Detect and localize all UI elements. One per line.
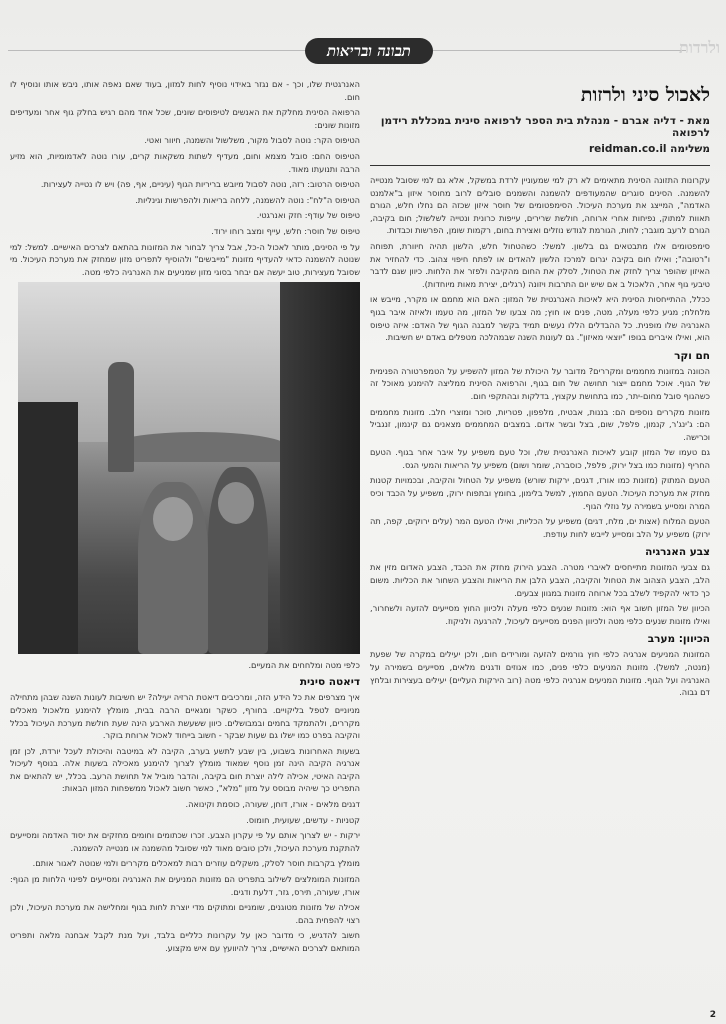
- article-byline: מאת - דליה אברם - מנהלת בית הספר לרפואה סינית במכללת רידמן לרפואה: [380, 115, 710, 139]
- website-link[interactable]: reidman.co.il: [588, 143, 667, 155]
- body-paragraph: חשוב להדגיש, כי מדובר כאן על עקרונות כלליים בלבד, ועל מנת לקבל אבחנה מלאה ותפריט המותאם לצרכים האישיים, צריך להיוועץ עם איש מקצוע.: [10, 930, 360, 953]
- body-paragraph: הטיפוס החם: סובל מצמא וחום, מעדיף לשתות משקאות קרים, עורו נוטה לאדמומיות, הוא מזיע הרבה ותנועתו מאוד.: [10, 150, 360, 174]
- body-paragraph: טיפוס של חוסר: חלש, עייף ומצב רוחו ירוד.: [211, 225, 360, 236]
- left-column: [10, 78, 360, 1018]
- body-paragraph: הטיפוס הקר: נוטה לסבול מקור, משלשול והשמנה, חיוור ואטי.: [144, 135, 360, 146]
- body-paragraph: הטעם המתוק (מזונות כמו אורז, דגנים, ירקות שורש) משפיע על הטחול והקיבה, ובכמויות קטנות מחזק את מערכת העיכול. הטעם החמוץ, למשל בלימון, בחומץ ובתפוח ירוק, משפיע על הכבד וכיס המרה ומסייע בשמירה על נוזלי הגוף.: [370, 475, 710, 511]
- body-paragraph: הטיפוס הרטוב: רזה, נוטה לסבול מיובש בריריות הגוף (עיניים, אף, פה) ויש לו נטייה לעצירות.: [40, 179, 360, 190]
- section-heading-direction: הכיוון: מערב: [647, 633, 710, 646]
- article-title: לאכול סיני ולרזות: [580, 84, 710, 106]
- body-paragraph: הרפואה הסינית מחלקת את האנשים לטיפוסים שונים, שכל אחד מהם רגיש בחלק גוף אחר ומעדיפים מזונות שונים:: [10, 107, 360, 130]
- body-paragraph: הכיוון של המזון חשוב אף הוא: מזונות שנעים כלפי מעלה ולכיוון החוץ מסייעים להזעה ולשחרור, ואילו מזונות שנעים כלפי מטה ולכיוון הפנים מסייעים לעיכול, להרגעה ולניקוז.: [370, 603, 710, 626]
- body-paragraph: המזונות המניעים אנרגיה כלפי חוץ גורמים להזעה ומורידים חום, ולכן יעילים במקרה של שפעת (מנטה, למשל). מזונות המניעים כלפי פנים, כמו אגוזים ודגנים מלאים, מסייעים בשמירה על האנרגיה ועל הגוף. מזונות המניעים אנרגיה כלפי מטה (רוב הירקות העליים) יעילים בעצירות ובלחץ דם גבוה.: [370, 649, 710, 698]
- right-column: [370, 78, 710, 1018]
- section-heading-diet: דיאטה סינית: [299, 676, 360, 689]
- author-contact: [370, 143, 710, 155]
- body-paragraph: עקרונות התזונה הסינית מתאימים לא רק למי שמעוניין לרדת במשקל, אלא גם למי שסובל מנטייה להשמנה. הסינים סוגרים שהמעודפים להשמנה והשמנים סובלים לרוב מחוסר איזון ב"אלמנט האדמה", המייצג את מערכת העיכול. הסימפטומים של חוסר איזון שכזה הם נחלו חלש, הגורם תאוות למתוק, נפיחות אחרי ארוחה, חולשת שרירים, עייפות כרונית ונטייה לשלשול; חום בקיבה, הגורם לרעב מוגבר; לחות, הגורמת לגודש נוזלים ואצירת בחום, רקמות שומן, הפרשות וכבדות.: [370, 175, 710, 236]
- body-paragraph: קטניות - עדשים, שעועית, חומוס.: [246, 814, 360, 825]
- body-paragraph: ירקות - יש לצרוך אותם על פי עקרון הצבע. זכרו שכתומים וחומים מחזקים את יסוד האדמה ומסייעים להתקנת מערכת העיכול, ולכן טובים מאוד למי שסובל מהשמנה או מנטייה להשמנה.: [10, 830, 360, 853]
- body-paragraph: מומלץ בקרבות חוסר לסלק, משקלים עוזרים רבות למאכלים מקררים ולמי שנוטה לאגור אותם.: [32, 858, 360, 869]
- body-paragraph: הטעם המלוח (אצות ים, מלח, דגים) משפיע על הכליות, ואילו הטעם המר (עלים ירוקים, קפה, תה ירוק) משפיע על הלב ומסייע לייבש לחות עודפת.: [370, 516, 710, 539]
- body-paragraph: בשעות האחרונות בשבוע, בין שבע לתשע בערב, הקיבה לא במיטבה והיכולת לעכל יורדת, לכן זמן אנרגיה הקיבה הינה זמן נוסף שמאוד מומלץ לצרוך להימנע מאכילה בשעות אלה. בנוסף לעיכול הקיבה האיטי, אכילה לילה יוצרת חום בקיבה, והדבר מוביל אל תחושת הרעב. בכלל, יש להתאים את התפריט כך שיהיה מבוסס על מזון "מלא", כאשר חשוב לאכול ממשפחות המזון הבאות:: [10, 745, 360, 794]
- body-paragraph: הכוונה במזונות מחממים ומקררים? מדובר על היכולת של המזון להשפיע על הטמפרטורה הפנימית של הגוף. אוכל מחמם ייצור תחושה של חום בגוף, והרפואה הסינית ממליצה להימנע מאוכל זה כשהגוף סובל מחום-יתר, כמו בתחושת עקצוץ, בדלקות ובהתקפי חום.: [370, 365, 710, 401]
- body-paragraph: המזונות המומלצים לשילוב בתפריט הם מזונות המניעים את האנרגיה ומסייעים לפינוי הלחות מן הגוף: אורז, שעורה, תירס, גזר, דלעת ודגים.: [10, 874, 360, 897]
- facing-page-title-fragment: ולרדות: [679, 38, 720, 57]
- body-paragraph: דגנים מלאים - אורז, דוחן, שעורה, כוסמת וקינואה.: [185, 799, 360, 810]
- body-paragraph: ככלל, ההתייחסות הסינית היא לאיכות האנרגטית של המזון: האם הוא מחמם או מקרר, מייבש או מלחלח; מגיע כלפי מעלה, מטה, פנים או חוץ; מה צבעו של המזון, מה טעמו ולאיזה איבר בגוף האנרגיה שלו מופנית. כל ההבדלים הללו נעשים תמיד בקשר למבנה הגוף של האדם: איזה טיפוס הוא, ואילו איברים בגופו "יוצאי מאיזון". גם לעונות השנה שבמהלכה מטפלים באדם יש חשיבות.: [370, 294, 710, 343]
- section-header: [0, 38, 726, 64]
- section-badge: תבונה ובריאות: [305, 38, 433, 64]
- section-heading-color: צבע האנרגיה: [645, 546, 710, 559]
- body-paragraph: סימפטומים אלו מתבטאים גם בלשון. למשל: כשהטחול חלש, הלשון תהיה חיוורת, תפוחה ו"רטובה"; ואילו חום בקיבה יגרום למרכז הלשון להאדים או לפתח חיפוי צהוב. כדי להחזיר את האיזון שהופר צריך לחזק את הטחול, לסלק את החום מהקיבה ולפזר את הלחות. כיוון שגם לדבר טיבעי גוף אחר, הלאכול ב אם שיש יום התרבות ויזונה (רגלים, יצירת מאות מיוחדות).: [370, 240, 710, 289]
- body-paragraph: האנרגטית שלו, וכך - אם נגזר באידוי נוסיף לחות למזון, בעוד שאם נאפה אותו, ניבש אותו ונוסיף לו חום.: [10, 79, 360, 102]
- body-paragraph: גם טעמו של המזון קובע לאיכות האנרגטית שלו, וכל טעם משפיע על איבר אחר בגוף. הטעם החריף (מזונות כמו בצל ירוק, פלפל, כוסברה, שומר ושום) משפיע על הריאות והמעי הגס.: [370, 447, 710, 470]
- body-paragraph: הטיפוס ה"לח": נוטה להשמנה, ללחה בריאות ולהפרשות וגינליות.: [135, 194, 360, 205]
- article-photo: [18, 282, 360, 654]
- body-paragraph: גם צבעי המזונות מתייחסים לאיברי מטרה. הצבע הירוק מחזק את הכבד, הצבע האדום מזין את הלב, הצבע הצהוב את הטחול והקיבה, הצבע הלבן את הריאות והצבע השחור את הכליות. משום כך כדאי להקפיד לשלב בכל ארוחה מזונות במגוון צבעים.: [370, 562, 710, 598]
- body-paragraph: אכילה של מזונות מטוגנים, שומניים ומתוקים מדי יוצרת לחות בגוף ומחלישה את מערכת העיכול, ולכן רצוי להפחית בהם.: [10, 902, 360, 925]
- section-heading-hot-cold: חם וקר: [674, 349, 710, 362]
- body-paragraph: טיפוס של עודף: חזק ואנרגטי.: [256, 210, 360, 221]
- byline-divider: [370, 165, 710, 166]
- photo-caption: כלפי מטה ומלחחים את המעיים.: [248, 660, 360, 671]
- body-paragraph: איך מצרפים את כל הידע הזה, ומרכיבים דיאטת הרזיה יעילה? יש חשיבות לעונות השנה שבהן מתחילה מניוניים לטפל בליקויים. בחורף, כשקר ומגאיים הרבה בבית, מומלץ להימנע מלאכול מאכלים מקררים, ולהתמקד בחמים ובמבושלים. כיוון ששעשת הארבע הינה שעת חולשת מערכת העיכול בכלל והקיבה בפרט כמו ישלו גם שעות שבקר - חשוב בייחוד לאכול ארוחת בוקר.: [10, 692, 360, 741]
- body-paragraph: מזונות מקררים נוספים הם: בננות, אבטיח, מלפפון, פטריות, סוכר ומוצרי חלב. מזונות מחממים הם: ג'ינג'ר, קנמון, פלפל, שום, בצל ובשר אדום. במצבים המחממים מצאנים גם קינמון, זנגביל וכרישה.: [370, 406, 710, 442]
- page-number: 2: [709, 1010, 716, 1020]
- email-prefix: משלימה: [670, 143, 710, 155]
- body-paragraph: על פי הסינים, מותר לאכול ה-כל, אבל צריך לבחור את המזונות בהתאם לצרכים האישיים. למשל: למי שנוטה להשמנה כדאי להעדיף מזונות "מייבשים" ולהוסיף לתפריט מזון שמחזק את מערכת העיכול. מי שסובל מעצירות, טוב יעשה אם יבחר בסוגי מזון שמניעים את האנרגיה כלפי מטה.: [10, 241, 360, 277]
